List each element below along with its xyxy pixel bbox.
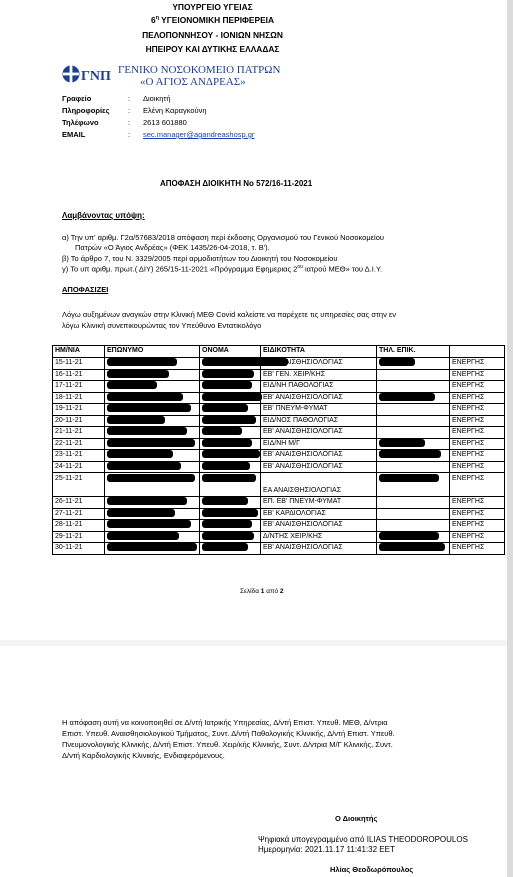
- redaction-mark: [107, 450, 173, 458]
- cell-phone: [377, 392, 450, 404]
- cell-status: ΕΝΕΡΓΗΣ: [450, 450, 505, 462]
- cell-phone: [377, 438, 450, 450]
- cell-surname-redacted: [105, 369, 200, 381]
- body-text-line-1: Λόγω αυξημένων αναγκών στην Κλινική ΜΕΘ Covid καλείστε να παρέχετε τις υπηρεσίες σας στην εν: [62, 310, 397, 319]
- page-number: Σελίδα 1 από 2: [240, 588, 284, 595]
- region-line-2: ΠΕΛΟΠΟΝΝΗΣΟΥ - ΙΟΝΙΩΝ ΝΗΣΩΝ: [142, 30, 283, 40]
- redaction-mark: [379, 358, 415, 366]
- redaction-mark: [107, 404, 191, 412]
- redaction-mark: [379, 439, 425, 447]
- cell-name-redacted: [200, 473, 261, 497]
- cell-specialty: ΕΒ' ΚΑΡΔΙΟΛΟΓΙΑΣ: [261, 508, 377, 520]
- cell-surname-redacted: [105, 438, 200, 450]
- cell-status: ΕΝΕΡΓΗΣ: [450, 543, 505, 555]
- notification-line-4: Δ/ντή Καρδιολογικής Κλινικής, Ενδιαφερόμενους.: [62, 751, 225, 760]
- contact-label: Πληροφορίες: [62, 106, 110, 115]
- redaction-mark: [107, 462, 181, 470]
- table-row: [53, 438, 505, 450]
- redaction-mark: [379, 393, 435, 401]
- digital-signature-line-2: Ημερομηνία: 2021.11.17 11:41:32 EET: [258, 845, 395, 854]
- digital-signature-line-1: Ψηφιακά υπογεγραμμένο από ILIAS THEODOROPOULOS: [258, 835, 468, 844]
- redaction-mark: [202, 450, 260, 458]
- redaction-mark: [107, 520, 191, 528]
- cell-phone: [377, 369, 450, 381]
- reference-a-line-1: α) Την υπ' αριθμ. Γ2α/57683/2018 απόφαση περί έκδοσης Οργανισμού του Γενικού Νοσοκομείου: [62, 233, 384, 242]
- cell-status: ΕΝΕΡΓΗΣ: [450, 381, 505, 393]
- table-row: [53, 404, 505, 416]
- redaction-mark: [107, 381, 157, 389]
- document-page-2: [0, 646, 507, 877]
- notification-line-2: Επιστ. Υπευθ. Αναισθησιολογικού Τμήματος, Συντ. Δ/ντή Παθολογικής Κλινικής, Δ/ντή Επιστ. Υπευθ.: [62, 729, 395, 738]
- redaction-mark: [107, 370, 169, 378]
- table-header-row: [53, 346, 505, 358]
- redaction-mark: [107, 497, 187, 505]
- cell-status: ΕΝΕΡΓΗΣ: [450, 508, 505, 520]
- redaction-mark: [202, 532, 254, 540]
- redaction-mark: [107, 543, 197, 551]
- cell-name-redacted: [200, 392, 261, 404]
- cell-status: ΕΝΕΡΓΗΣ: [450, 438, 505, 450]
- column-header-specialty: ΕΙΔΙΚΟΤΗΤΑ: [261, 346, 377, 358]
- redaction-mark: [202, 497, 248, 505]
- table-row: [53, 461, 505, 473]
- redaction-mark: [202, 543, 248, 551]
- cell-specialty: ΕΒ' ΑΝΑΙΣΘΗΣΙΟΛΟΓΙΑΣ: [261, 520, 377, 532]
- redaction-mark: [379, 532, 439, 540]
- cell-specialty: ΕΙΔ/ΝΗ Μ/Γ: [261, 438, 377, 450]
- cell-status: ΕΝΕΡΓΗΣ: [450, 497, 505, 509]
- decides-heading: ΑΠΟΦΑΣΙΖΕΙ: [62, 285, 109, 294]
- table-row: [53, 531, 505, 543]
- column-header-surname: ΕΠΩΝΥΜΟ: [105, 346, 200, 358]
- redaction-mark: [107, 358, 177, 366]
- cell-status: ΕΝΕΡΓΗΣ: [450, 392, 505, 404]
- hospital-logo: [62, 64, 111, 84]
- cell-name-redacted: [200, 450, 261, 462]
- redaction-mark: [202, 393, 262, 401]
- cell-status: ΕΝΕΡΓΗΣ: [450, 531, 505, 543]
- redaction-mark: [379, 474, 439, 482]
- redaction-mark: [202, 439, 252, 447]
- contact-value: 2613 601880: [143, 118, 187, 127]
- cell-phone: [377, 381, 450, 393]
- contact-label: EMAIL: [62, 130, 86, 139]
- considering-heading: Λαμβάνοντας υπόψη:: [62, 211, 145, 220]
- table-row: [53, 358, 505, 370]
- director-title: Ο Διοικητής: [335, 814, 378, 823]
- cell-status: ΕΝΕΡΓΗΣ: [450, 473, 505, 497]
- redaction-mark: [202, 520, 252, 528]
- column-header-name: ΟΝΟΜΑ: [200, 346, 261, 358]
- cell-name-redacted: [200, 381, 261, 393]
- redaction-mark: [202, 404, 248, 412]
- contact-label: Τηλέφωνο: [62, 118, 99, 127]
- cell-status: ΕΝΕΡΓΗΣ: [450, 358, 505, 370]
- hospital-logo-icon: [62, 64, 111, 84]
- redaction-mark: [107, 393, 183, 401]
- table-row: [53, 415, 505, 427]
- table-row: [53, 450, 505, 462]
- cell-name-redacted: [200, 543, 261, 555]
- cell-date: 16-11-21: [53, 369, 105, 381]
- cell-status: ΕΝΕΡΓΗΣ: [450, 415, 505, 427]
- cell-phone: [377, 404, 450, 416]
- region-line-3: ΗΠΕΙΡΟΥ ΚΑΙ ΔΥΤΙΚΗΣ ΕΛΛΑΔΑΣ: [145, 44, 280, 54]
- email-link[interactable]: sec.manager@agandreashosp.gr: [143, 130, 255, 139]
- svg-text:ΓΝΠ: ΓΝΠ: [81, 69, 111, 84]
- cell-date: 24-11-21: [53, 461, 105, 473]
- reference-c: γ) Το υπ αριθμ. πρωτ.( ΔΙΥ) 265/15-11-2021 «Πρόγραμμα Εφημεριας $2^{o\upsilon}$ ιατρού ΜΕΘ» του Δ.Ι.Υ.: [62, 264, 383, 274]
- cell-specialty: ΕΙΔ/ΝΟΣ ΠΑΘΟΛΟΓΙΑΣ: [261, 415, 377, 427]
- redaction-mark: [202, 462, 250, 470]
- cell-date: 21-11-21: [53, 427, 105, 439]
- cell-surname-redacted: [105, 508, 200, 520]
- cell-status: ΕΝΕΡΓΗΣ: [450, 369, 505, 381]
- cell-status: ΕΝΕΡΓΗΣ: [450, 427, 505, 439]
- duty-schedule-table: [52, 345, 505, 555]
- cell-name-redacted: [200, 438, 261, 450]
- redaction-mark: [107, 509, 175, 517]
- cell-status: ΕΝΕΡΓΗΣ: [450, 520, 505, 532]
- redaction-mark: [107, 532, 179, 540]
- cell-specialty: ΕΒ' ΑΝΑΙΣΘΗΣΙΟΛΟΓΙΑΣ: [261, 358, 377, 370]
- cell-date: 17-11-21: [53, 381, 105, 393]
- cell-date: 29-11-21: [53, 531, 105, 543]
- cell-surname-redacted: [105, 531, 200, 543]
- table-row: [53, 381, 505, 393]
- cell-specialty: ΕΒ' ΑΝΑΙΣΘΗΣΙΟΛΟΓΙΑΣ: [261, 427, 377, 439]
- cell-date: 22-11-21: [53, 438, 105, 450]
- cell-name-redacted: [200, 461, 261, 473]
- cell-specialty: ΕΒ' ΑΝΑΙΣΘΗΣΙΟΛΟΓΙΑΣ: [261, 392, 377, 404]
- cell-status: ΕΝΕΡΓΗΣ: [450, 461, 505, 473]
- table-row: [53, 543, 505, 555]
- cell-specialty: ΕΒ' ΑΝΑΙΣΘΗΣΙΟΛΟΓΙΑΣ: [261, 450, 377, 462]
- cell-date: 28-11-21: [53, 520, 105, 532]
- redaction-mark: [202, 416, 256, 424]
- cell-name-redacted: [200, 497, 261, 509]
- notification-line-1: Η απόφαση αυτή να κοινοποιηθεί σε Δ/ντή Ιατρικής Υπηρεσίας, Δ/ντή Επιστ. Υπευθ. ΜΕΘ, Δ/ντρια: [62, 718, 388, 727]
- table-row: [53, 392, 505, 404]
- cell-date: 23-11-21: [53, 450, 105, 462]
- cell-phone: [377, 520, 450, 532]
- cell-name-redacted: [200, 427, 261, 439]
- reference-b: β) Το άρθρο 7, του Ν. 3329/2005 περί αρμοδιοτήτων του Διοικητή του Νοσοκομείου: [62, 254, 338, 263]
- cell-name-redacted: [200, 508, 261, 520]
- cell-specialty: ΕΠ. ΕΒ' ΠΝΕΥΜ-ΦΥΜΑΤ: [261, 497, 377, 509]
- cell-specialty: ΕΑ ΑΝΑΙΣΘΗΣΙΟΛΟΓΙΑΣ: [261, 473, 377, 497]
- ministry-line: ΥΠΟΥΡΓΕΙΟ ΥΓΕΙΑΣ: [172, 2, 253, 12]
- cell-date: 15-11-21: [53, 358, 105, 370]
- cell-specialty: ΕΒ' ΑΝΑΙΣΘΗΣΙΟΛΟΓΙΑΣ: [261, 543, 377, 555]
- cell-surname-redacted: [105, 461, 200, 473]
- redaction-mark: [379, 450, 441, 458]
- cell-specialty: ΕΒ' ΠΝΕΥΜ-ΦΥΜΑΤ: [261, 404, 377, 416]
- redaction-mark: [107, 474, 195, 482]
- cell-surname-redacted: [105, 520, 200, 532]
- redaction-mark: [107, 416, 165, 424]
- cell-name-redacted: [200, 520, 261, 532]
- cell-phone: [377, 427, 450, 439]
- table-row: [53, 473, 505, 497]
- redaction-mark: [202, 370, 254, 378]
- redaction-mark: [202, 474, 256, 482]
- contact-value: Ελένη Καραγκούνη: [143, 106, 207, 115]
- cell-name-redacted: [200, 531, 261, 543]
- cell-name-redacted: [200, 415, 261, 427]
- cell-surname-redacted: [105, 358, 200, 370]
- cell-phone: [377, 543, 450, 555]
- cell-date: 20-11-21: [53, 415, 105, 427]
- redaction-mark: [107, 439, 195, 447]
- cell-phone: [377, 497, 450, 509]
- cell-date: 26-11-21: [53, 497, 105, 509]
- document-page-1: ΥΠΟΥΡΓΕΙΟ ΥΓΕΙΑΣ $6^\eta$ ΥΓΕΙΟΝΟΜΙΚΗ ΠΕΡΙΦΕΡΕΙΑ ΠΕΛΟΠΟΝΝΗΣΟΥ - ΙΟΝΙΩΝ ΝΗΣΩΝ ΗΠΕΙΡΟΥ ΚΑΙ ΔΥΤΙΚΗΣ ΕΛΛΑΔΑΣ ΓΝΠ ΓΕΝΙΚΟ ΝΟΣΟΚΟΜΕΙΟ ΠΑΤΡΩΝ «Ο ΑΓΙΟΣ ΑΝΔΡΕΑΣ» Γραφείο : Διοικητή Πληροφορίες : Ελένη Καραγκούνη Τηλέφωνο : 2613 601880 EMAIL : sec.manager@agandreashosp.gr ΑΠΟΦΑΣΗ ΔΙΟΙΚΗΤΗ Νο 572/16-11-2021 Λαμβάνοντας υπόψη: α) Την υπ' αριθμ. Γ2α/57683/2018 απόφαση περί έκδοσης Οργανισμού του Γενικού Νοσοκομείου Πατρών «Ο Άγιος Ανδρέας» (ΦΕΚ 1435/26-04-2018, τ. Β'). β) Το άρθρο 7, του Ν. 3329/2005 περί αρμοδιοτήτων του Διοικητή του Νοσοκομείου γ) Το υπ αριθμ. πρωτ.( ΔΙΥ) 265/15-11-2021 «Πρόγραμμα Εφημεριας $2^{o\upsilon}$ ιατρού ΜΕΘ» του Δ.Ι.Υ. ΑΠΟΦΑΣΙΖΕΙ Λόγω αυξημένων αναγκών στην Κλινική ΜΕΘ Covid καλείστε να παρέχετε τις υπηρεσίες σας στην εν λόγω Κλινική συνεπικουρώντας τον Υπεύθυνο Εντατικολόγο ΗΜ/ΝΙΑ ΕΠΩΝΥΜΟ ΟΝΟΜΑ ΕΙΔΙΚΟΤΗΤΑ ΤΗΛ. ΕΠΙΚ. 15-11-21 ΕΒ' ΑΝΑΙΣΘΗΣΙΟΛΟΓΙΑΣ ΕΝΕΡΓΗΣ 16-11-21 ΕΒ' ΓΕΝ. ΧΕΙΡ/ΚΗΣ ΕΝΕΡΓΗΣ 17-11-21 ΕΙΔ/ΝΗ ΠΑΘΟΛΟΓΙΑΣ ΕΝΕΡΓΗΣ 18-11-21 ΕΒ' ΑΝΑΙΣΘΗΣΙΟΛΟΓΙΑΣ ΕΝΕΡΓΗΣ 19-11-21 ΕΒ' ΠΝΕΥΜ-ΦΥΜΑΤ ΕΝΕΡΓΗΣ 20-11-21 ΕΙΔ/ΝΟΣ ΠΑΘΟΛΟΓΙΑΣ ΕΝΕΡΓΗΣ 21-11-21 ΕΒ' ΑΝΑΙΣΘΗΣΙΟΛΟΓΙΑΣ ΕΝΕΡΓΗΣ 22-11-21 ΕΙΔ/ΝΗ Μ/Γ ΕΝΕΡΓΗΣ 23-11-21 ΕΒ' ΑΝΑΙΣΘΗΣΙΟΛΟΓΙΑΣ ΕΝΕΡΓΗΣ 24-11-21 ΕΒ' ΑΝΑΙΣΘΗΣΙΟΛΟΓΙΑΣ ΕΝΕΡΓΗΣ 25-11-21 ΕΑ ΑΝΑΙΣΘΗΣΙΟΛΟΓΙΑΣ ΕΝΕΡΓΗΣ 26-11-21 ΕΠ. ΕΒ' ΠΝΕΥΜ-ΦΥΜΑΤ ΕΝΕΡΓΗΣ 27-11-21 ΕΒ' ΚΑΡΔΙΟΛΟΓΙΑΣ ΕΝΕΡΓΗΣ 28-11-21 ΕΒ' ΑΝΑΙΣΘΗΣΙΟΛΟΓΙΑΣ ΕΝΕΡΓΗΣ 29-11-21 Δ/ΝΤΗΣ ΧΕΙΡ/ΚΗΣ ΕΝΕΡΓΗΣ 30-11-21 ΕΒ' ΑΝΑΙΣΘΗΣΙΟΛΟΓΙΑΣ ΕΝΕΡΓΗΣ Σελίδα 1 από 2: [0, 0, 507, 640]
- cell-surname-redacted: [105, 450, 200, 462]
- redaction-mark: [379, 543, 445, 551]
- redaction-mark: [202, 509, 258, 517]
- cell-status: ΕΝΕΡΓΗΣ: [450, 404, 505, 416]
- cell-name-redacted: [200, 358, 261, 370]
- redaction-mark: [202, 381, 252, 389]
- cell-phone: [377, 508, 450, 520]
- cell-phone: [377, 415, 450, 427]
- cell-phone: [377, 358, 450, 370]
- cell-phone: [377, 450, 450, 462]
- cell-specialty: ΕΒ' ΑΝΑΙΣΘΗΣΙΟΛΟΓΙΑΣ: [261, 461, 377, 473]
- viewer-scroll-gutter: [507, 0, 513, 877]
- reference-a-line-2: Πατρών «Ο Άγιος Ανδρέας» (ΦΕΚ 1435/26-04-2018, τ. Β').: [75, 243, 270, 252]
- cell-date: 30-11-21: [53, 543, 105, 555]
- cell-date: 27-11-21: [53, 508, 105, 520]
- cell-date: 19-11-21: [53, 404, 105, 416]
- cell-surname-redacted: [105, 427, 200, 439]
- cell-specialty: Δ/ΝΤΗΣ ΧΕΙΡ/ΚΗΣ: [261, 531, 377, 543]
- cell-specialty: ΕΙΔ/ΝΗ ΠΑΘΟΛΟΓΙΑΣ: [261, 381, 377, 393]
- table-row: [53, 369, 505, 381]
- cell-phone: [377, 531, 450, 543]
- table-row: [53, 508, 505, 520]
- cell-name-redacted: [200, 404, 261, 416]
- cell-phone: [377, 461, 450, 473]
- table-row: [53, 497, 505, 509]
- cell-surname-redacted: [105, 415, 200, 427]
- body-text-line-2: λόγω Κλινική συνεπικουρώντας τον Υπεύθυνο Εντατικολόγο: [62, 321, 262, 330]
- table-row: [53, 427, 505, 439]
- contact-label: Γραφείο: [62, 94, 92, 103]
- notification-line-3: Πνευμονολογικής Κλινικής, Δ/ντή Επιστ. Υπευθ. Χειρ/κής Κλινικής, Συντ. Δ/ντρια Μ/Γ Κλινικής, Συντ.: [62, 740, 393, 749]
- director-name: Ηλίας Θεοδωρόπουλος: [330, 865, 414, 874]
- cell-surname-redacted: [105, 404, 200, 416]
- cell-date: 25-11-21: [53, 473, 105, 497]
- cell-surname-redacted: [105, 543, 200, 555]
- cell-name-redacted: [200, 369, 261, 381]
- cell-phone: [377, 473, 450, 497]
- cell-specialty: ΕΒ' ΓΕΝ. ΧΕΙΡ/ΚΗΣ: [261, 369, 377, 381]
- cell-surname-redacted: [105, 392, 200, 404]
- column-header-phone: ΤΗΛ. ΕΠΙΚ.: [377, 346, 450, 358]
- column-header-status: [450, 346, 505, 358]
- cell-date: 18-11-21: [53, 392, 105, 404]
- table-row: [53, 520, 505, 532]
- redaction-mark: [202, 427, 242, 435]
- cell-surname-redacted: [105, 473, 200, 497]
- region-line-1: $6^\eta$ ΥΓΕΙΟΝΟΜΙΚΗ ΠΕΡΙΦΕΡΕΙΑ: [150, 15, 275, 25]
- redaction-mark: [107, 427, 187, 435]
- column-header-date: ΗΜ/ΝΙΑ: [53, 346, 105, 358]
- hospital-name: ΓΕΝΙΚΟ ΝΟΣΟΚΟΜΕΙΟ ΠΑΤΡΩΝ: [118, 64, 281, 76]
- cell-surname-redacted: [105, 497, 200, 509]
- decision-title: ΑΠΟΦΑΣΗ ΔΙΟΙΚΗΤΗ Νο 572/16-11-2021: [160, 179, 313, 188]
- cell-surname-redacted: [105, 381, 200, 393]
- contact-value: Διοικητή: [143, 94, 171, 103]
- hospital-name-2: «Ο ΑΓΙΟΣ ΑΝΔΡΕΑΣ»: [140, 76, 246, 88]
